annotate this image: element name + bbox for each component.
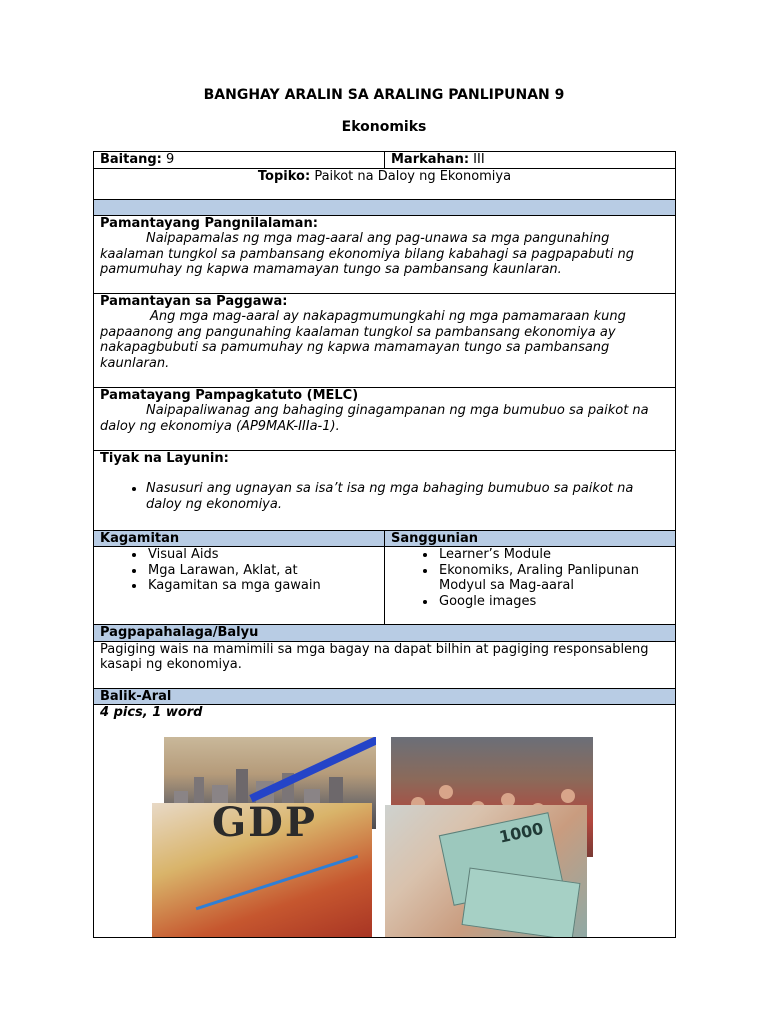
baitang-value: 9 bbox=[166, 152, 175, 167]
layunin-list bbox=[100, 481, 669, 512]
melc-cell bbox=[94, 387, 676, 450]
four-pics-area bbox=[100, 705, 669, 937]
pagpapahalaga-text: Pagiging wais na mamimili sa mga bagay na dapat bilhin at pagiging responsableng kasapi ng ekonomiya. bbox=[94, 641, 676, 688]
layunin-item: • Nasusuri ang ugnayan sa isa’t isa ng mga bahaging bumubuo sa paikot na daloy ng ekonomiya. bbox=[146, 481, 669, 512]
shaded-divider bbox=[94, 199, 676, 215]
document-title: BANGHAY ARALIN SA ARALING PANLIPUNAN 9 bbox=[203, 87, 565, 103]
document-subtitle: Ekonomiks bbox=[341, 119, 427, 135]
melc-text: Naipapaliwanag ang bahaging ginagampanan ng mga bumubuo sa paikot na daloy ng ekonomiya (AP9MAK-IIIa-1). bbox=[100, 403, 649, 434]
melc-row bbox=[94, 387, 676, 450]
grade-quarter-row bbox=[94, 152, 676, 169]
gdp-graph-image bbox=[152, 803, 372, 937]
kagamitan-list bbox=[100, 547, 378, 594]
kagamitan-cell bbox=[94, 547, 385, 625]
shaded-divider-row bbox=[94, 199, 676, 215]
baitang-label: Baitang: bbox=[100, 152, 162, 167]
topiko-label: Topiko: bbox=[257, 168, 311, 184]
bill-value: 1000 bbox=[497, 818, 545, 847]
pagpapahalaga-label: Pagpapahalaga/Balyu bbox=[94, 625, 676, 642]
pangnilalaman-label: Pamantayang Pangnilalaman: bbox=[100, 215, 318, 231]
sanggunian-cell bbox=[385, 547, 676, 625]
lesson-plan-table bbox=[93, 151, 676, 938]
sanggunian-item: • Google images bbox=[437, 594, 669, 610]
markahan-value: III bbox=[473, 152, 485, 167]
layunin-cell bbox=[94, 450, 676, 530]
four-pics-subtitle: 4 pics, 1 word bbox=[100, 705, 203, 720]
growth-line-icon bbox=[196, 855, 359, 910]
sanggunian-list bbox=[391, 547, 669, 609]
sanggunian-item: • Learner’s Module bbox=[437, 547, 669, 563]
melc-label: Pamatayang Pampagkatuto (MELC) bbox=[100, 387, 359, 403]
gdp-word: GDP bbox=[212, 803, 317, 846]
balik-aral-row bbox=[94, 705, 676, 938]
kagamitan-item: • Kagamitan sa mga gawain bbox=[146, 578, 378, 594]
banknote-icon bbox=[462, 867, 581, 937]
paggawa-text: Ang mga mag-aaral ay nakapagmumungkahi ng mga pamamaraan kung papaanong ang pangunahing kaalaman tungkol sa pambansang ekonomiya ay nakapagbubuti sa pamumuhay ng kapwa mamamayan tungo sa pambansang kaunlaran. bbox=[100, 309, 626, 371]
markahan-label: Markahan: bbox=[391, 152, 470, 167]
kagamitan-header: Kagamitan bbox=[94, 530, 385, 547]
topiko-cell bbox=[94, 168, 676, 199]
balik-aral-header-row bbox=[94, 688, 676, 705]
money-bills-image bbox=[385, 805, 587, 937]
balik-aral-label: Balik-Aral bbox=[94, 688, 676, 705]
sanggunian-item: • Ekonomiks, Araling Panlipunan Modyul sa Mag-aaral bbox=[437, 563, 669, 594]
materials-header-row bbox=[94, 530, 676, 547]
materials-row bbox=[94, 547, 676, 625]
layunin-label: Tiyak na Layunin: bbox=[100, 450, 229, 466]
balik-aral-cell bbox=[94, 705, 676, 938]
pangnilalaman-cell bbox=[94, 215, 676, 293]
pagpapahalaga-row bbox=[94, 641, 676, 688]
paggawa-row bbox=[94, 293, 676, 387]
topiko-value: Paikot na Daloy ng Ekonomiya bbox=[314, 168, 512, 184]
paggawa-cell bbox=[94, 293, 676, 387]
layunin-row bbox=[94, 450, 676, 530]
markahan-cell bbox=[385, 152, 676, 169]
sanggunian-header: Sanggunian bbox=[385, 530, 676, 547]
pangnilalaman-row bbox=[94, 215, 676, 293]
pangnilalaman-text: Naipapamalas ng mga mag-aaral ang pag-unawa sa mga pangunahing kaalaman tungkol sa pambansang ekonomiya bilang kabahagi sa pagpapabuti ng pamumuhay ng kapwa mamamayan tungo sa pambansang kaunlaran. bbox=[100, 231, 634, 277]
pagpapahalaga-header-row bbox=[94, 625, 676, 642]
topic-row bbox=[94, 168, 676, 199]
kagamitan-item: • Visual Aids bbox=[146, 547, 378, 563]
paggawa-label: Pamantayan sa Paggawa: bbox=[100, 293, 288, 309]
kagamitan-item: • Mga Larawan, Aklat, at bbox=[146, 563, 378, 579]
baitang-cell bbox=[94, 152, 385, 169]
